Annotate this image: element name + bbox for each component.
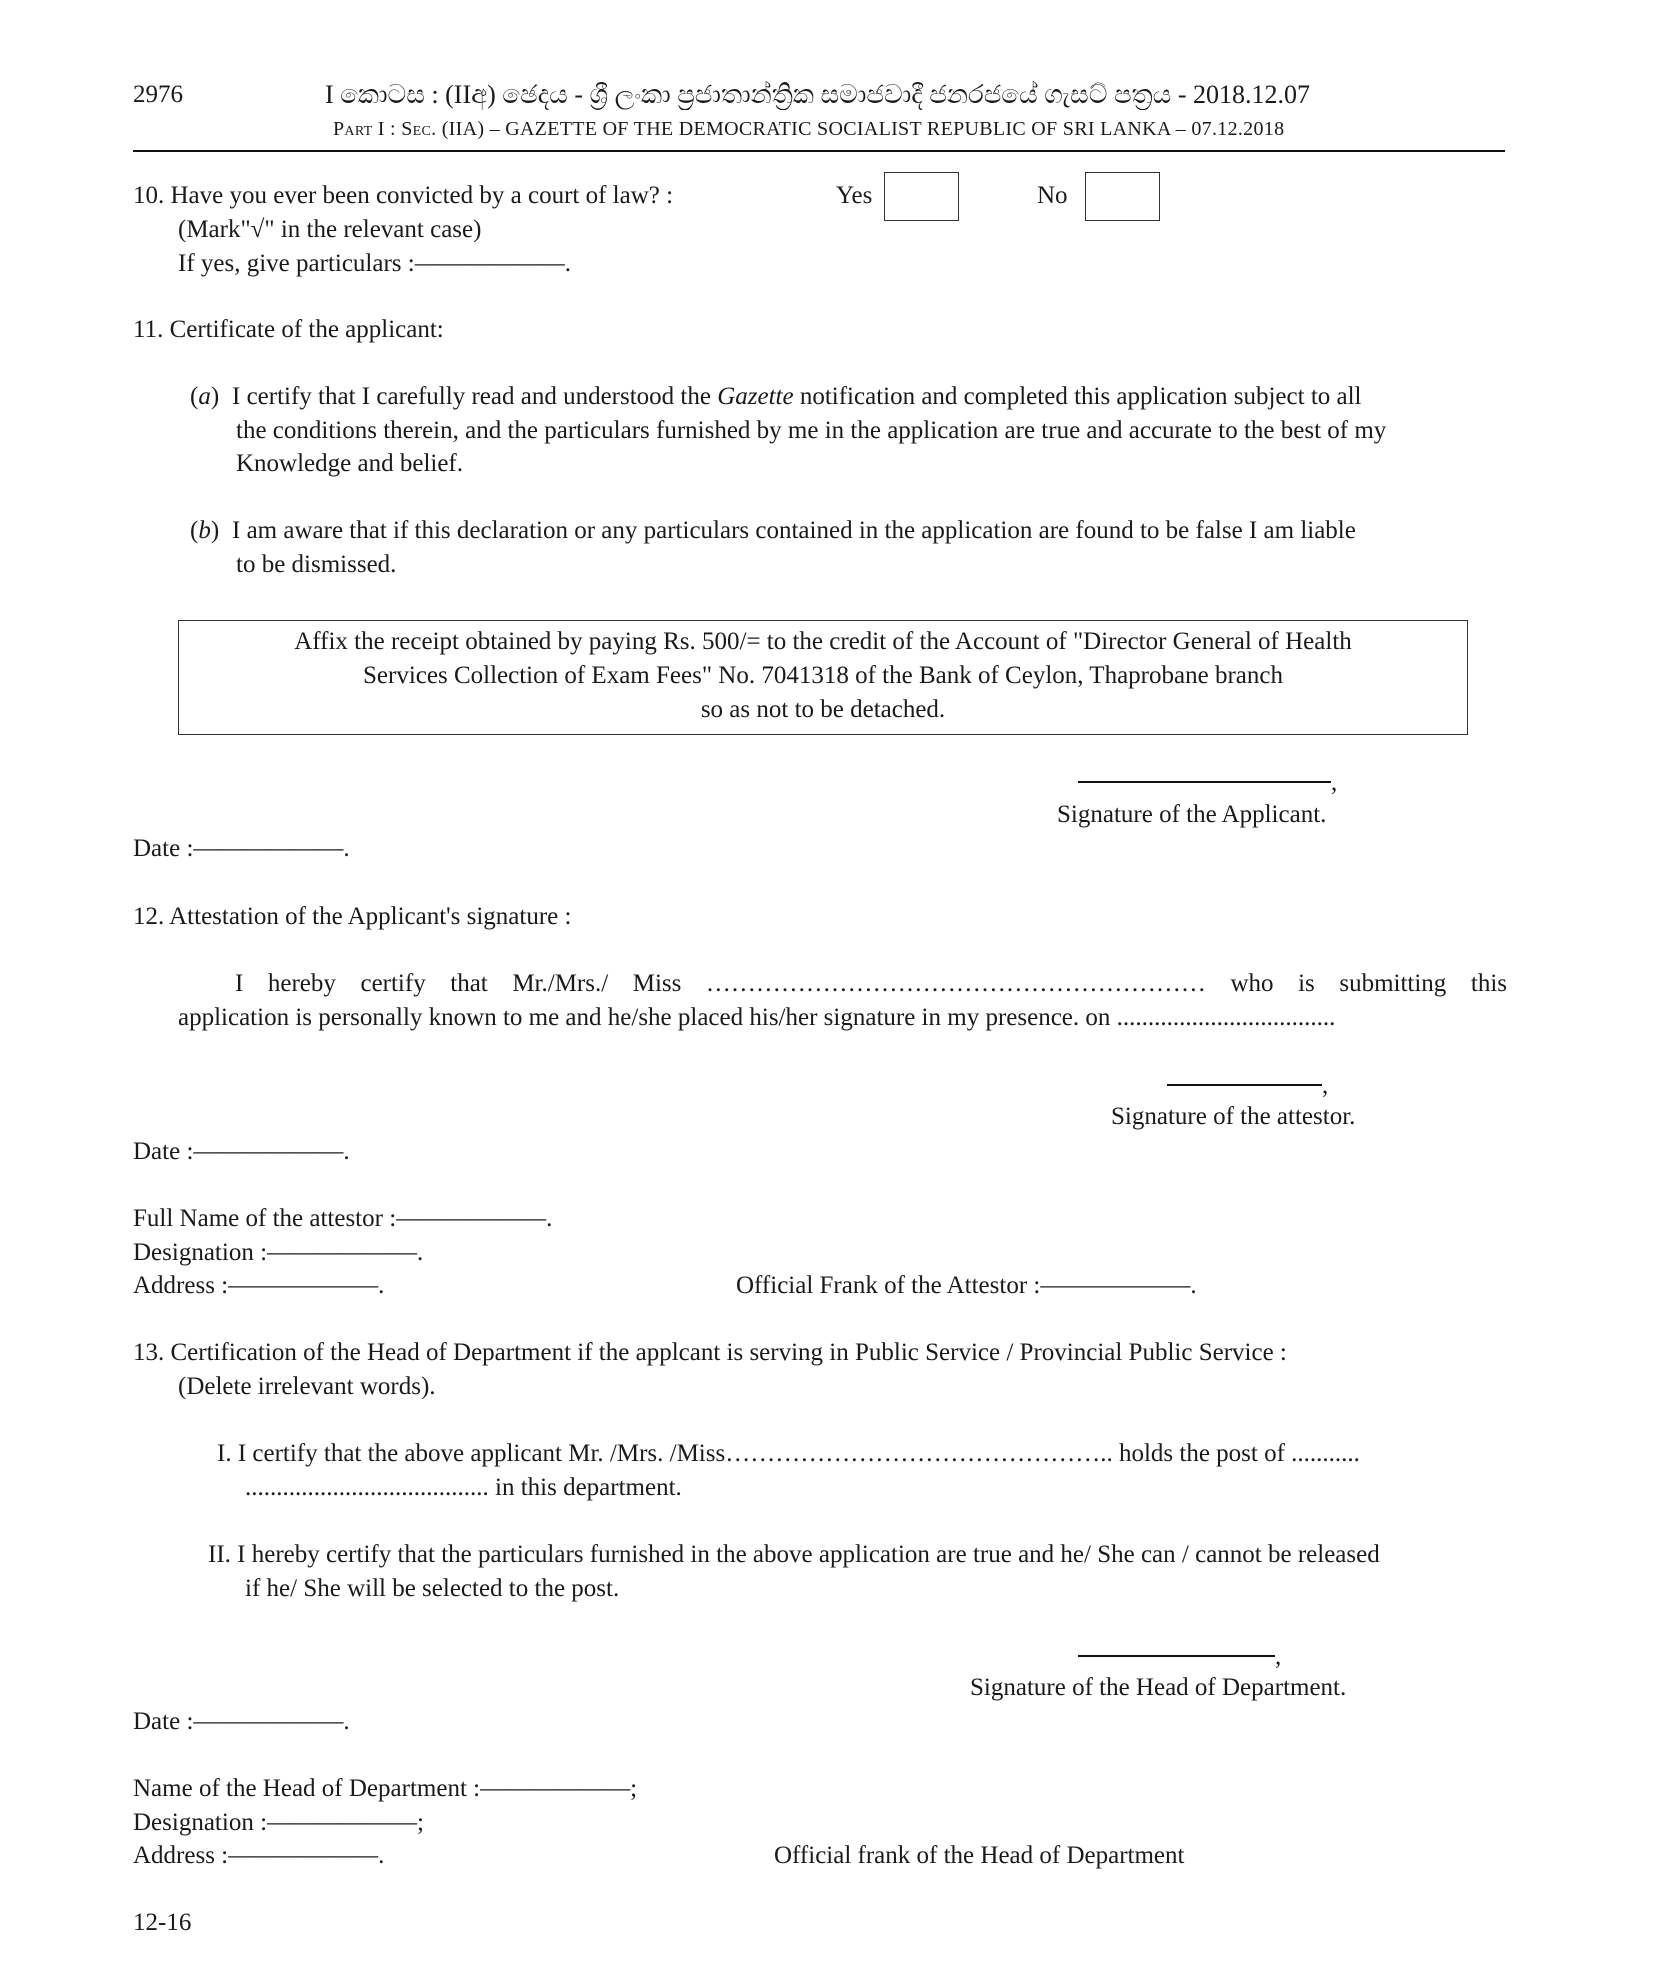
q10-mark-note: (Mark"√" in the relevant case) [178, 216, 482, 243]
header-title-sinhala: I කොටස : (IIඅ) ඡෙදය - ශ්‍රී ලංකා ප්‍රජාතාන්ත්‍රික සමාජවාදී ජනරජයේ ගැසට් පත්‍රය - 2018.12.07 [325, 80, 1311, 109]
hod-date: Date :——————. [133, 1708, 350, 1735]
q11-a-line1: I certify that I carefully read and understood the Gazette notification and completed this application subject to all [232, 383, 1362, 410]
receipt-line3: so as not to be detached. [700, 696, 946, 723]
q11-b-line2: to be dismissed. [236, 551, 397, 578]
q11-a-line3: Knowledge and belief. [236, 450, 464, 477]
page-number: 2976 [133, 81, 183, 108]
applicant-signature-label: Signature of the Applicant. [1057, 801, 1327, 828]
attestor-address: Address :——————. [133, 1272, 385, 1299]
receipt-box [178, 620, 1468, 735]
q13-ii-line1: II. I hereby certify that the particulars furnished in the above application are true and he/ She can / cannot be released [208, 1541, 1380, 1568]
hod-signature-label: Signature of the Head of Department. [970, 1674, 1347, 1701]
q11-heading: 11. Certificate of the applicant: [133, 316, 444, 343]
q13-ii-line2: if he/ She will be selected to the post. [245, 1575, 620, 1602]
hod-designation: Designation :——————; [133, 1809, 424, 1836]
applicant-signature-line [1078, 781, 1331, 783]
q10-no-label: No [1037, 182, 1068, 209]
q10-no-checkbox[interactable] [1085, 172, 1160, 221]
footer-code: 12-16 [133, 1909, 192, 1936]
hod-signature-comma: , [1275, 1643, 1282, 1670]
q10-yes-label: Yes [836, 182, 873, 209]
hod-official-frank: Official frank of the Head of Department [774, 1842, 1185, 1869]
q13-i-line2: ....................................... in this department. [245, 1474, 682, 1501]
attestor-designation: Designation :——————. [133, 1239, 424, 1266]
receipt-line2: Services Collection of Exam Fees" No. 7041318 of the Bank of Ceylon, Thaprobane branch [363, 662, 1283, 689]
q11-a-line2: the conditions therein, and the particulars furnished by me in the application are true and accurate to the best of my [236, 417, 1387, 444]
header-rule [133, 150, 1505, 152]
receipt-line1: Affix the receipt obtained by paying Rs. 500/= to the credit of the Account of "Director General of Health [294, 628, 1352, 655]
header-title-english: Part I : Sec. (IIA) – GAZETTE OF THE DEMOCRATIC SOCIALIST REPUBLIC OF SRI LANKA – 07.12.2018 [333, 118, 1285, 140]
hod-address: Address :——————. [133, 1842, 385, 1869]
q10-particulars: If yes, give particulars :——————. [178, 250, 571, 277]
q12-line1: I hereby certify that Mr./Mrs./ Miss …………………………………………………… who is submitting this [235, 970, 1507, 997]
attestor-signature-label: Signature of the attestor. [1111, 1103, 1356, 1130]
gazette-italic: Gazette [717, 383, 794, 410]
q13-heading: 13. Certification of the Head of Department if the applcant is serving in Public Service / Provincial Public Service : [133, 1339, 1287, 1366]
q12-heading: 12. Attestation of the Applicant's signature : [133, 903, 572, 930]
q11-a-label: (a) [190, 383, 220, 410]
attestor-full-name: Full Name of the attestor :——————. [133, 1205, 553, 1232]
applicant-date: Date :——————. [133, 835, 350, 862]
q13-note: (Delete irrelevant words). [178, 1373, 436, 1400]
attestor-official-frank: Official Frank of the Attestor :——————. [736, 1272, 1197, 1299]
q12-line2: application is personally known to me and he/she placed his/her signature in my presence. on ................................... [178, 1004, 1336, 1031]
attestor-date: Date :——————. [133, 1138, 350, 1165]
q10-yes-checkbox[interactable] [884, 172, 959, 221]
q11-b-line1: I am aware that if this declaration or any particulars contained in the application are found to be false I am liable [232, 517, 1356, 544]
q13-i-line1: I. I certify that the above applicant Mr. /Mrs. /Miss……………………………………….. holds the post of ........... [217, 1440, 1360, 1467]
hod-name: Name of the Head of Department :——————; [133, 1775, 638, 1802]
hod-signature-line [1078, 1655, 1275, 1657]
q11-b-label: (b) [190, 517, 220, 544]
q10-question: 10. Have you ever been convicted by a court of law? : [133, 182, 674, 209]
attestor-signature-line [1167, 1084, 1322, 1086]
attestor-signature-comma: , [1322, 1072, 1329, 1099]
applicant-signature-comma: , [1331, 769, 1338, 796]
